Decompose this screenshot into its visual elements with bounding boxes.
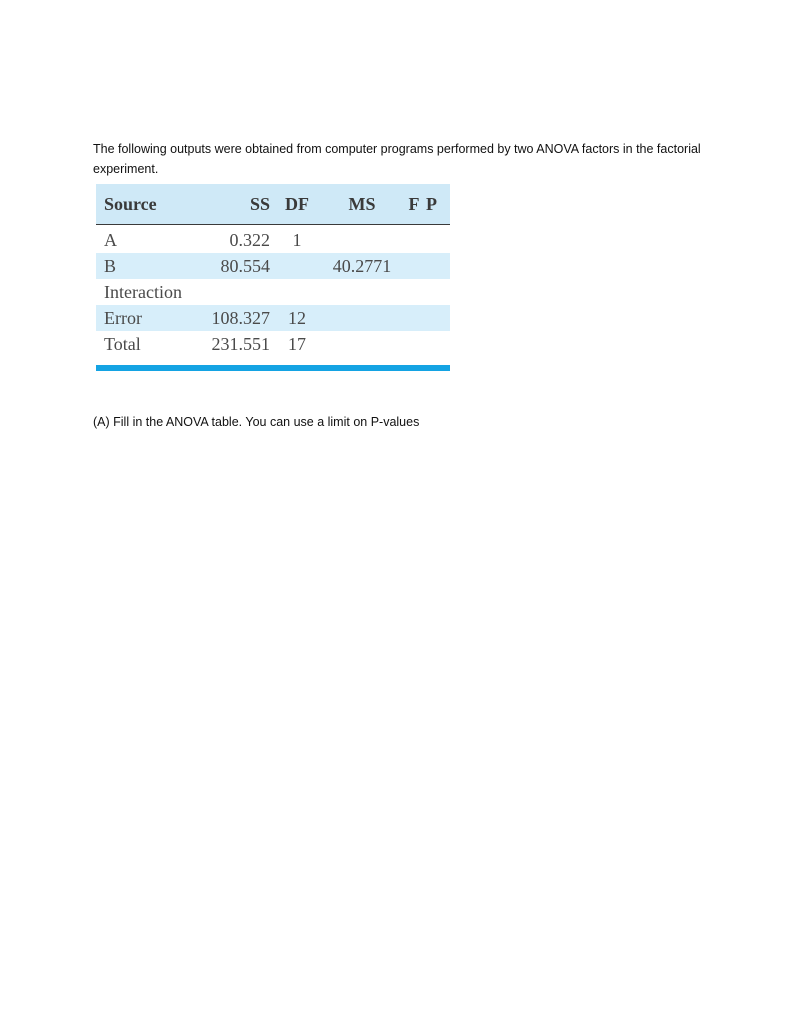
df-cell: 17 [288,333,306,354]
ms-cell [322,279,402,305]
anova-table [96,184,450,371]
p-cell [426,305,450,331]
ss-cell: 108.327 [194,305,272,331]
source-cell: Total [104,333,141,354]
header-df: DF [272,184,322,225]
table-row [96,225,450,254]
ms-cell [322,331,402,357]
ms-cell: 40.2771 [322,253,402,279]
p-cell [426,331,450,357]
ms-cell [322,225,402,254]
f-cell [402,253,426,279]
df-cell: 1 [292,229,302,250]
source-cell: A [104,229,117,250]
ms-cell [322,305,402,331]
ss-cell: 0.322 [229,229,270,250]
intro-paragraph: The following outputs were obtained from computer programs performed by two ANOVA factors in the factorial experiment. [93,141,701,176]
table-row [96,305,450,331]
header-f: F [402,184,426,225]
f-cell [402,305,426,331]
header-ms: MS [322,184,402,225]
ss-cell [194,279,272,305]
source-cell: Interaction [104,281,182,302]
table-row [96,253,450,279]
table-row [96,279,450,305]
header-p: P [426,184,450,225]
question-a: (A) Fill in the ANOVA table. You can use a limit on P-values [93,414,420,429]
f-cell [402,279,426,305]
ss-cell: 80.554 [194,253,272,279]
source-cell: B [96,253,194,279]
ss-cell: 231.551 [211,333,270,354]
p-cell [426,279,450,305]
df-cell: 12 [272,305,322,331]
header-ss: SS [194,184,272,225]
source-cell: Error [96,305,194,331]
p-cell [426,225,450,254]
table-row [96,331,450,357]
f-cell [402,225,426,254]
p-cell [426,253,450,279]
df-cell [272,279,322,305]
header-source: Source [96,184,194,225]
df-cell [272,253,322,279]
f-cell [402,331,426,357]
anova-header-row [96,184,450,225]
table-bottom-rule [96,365,450,371]
